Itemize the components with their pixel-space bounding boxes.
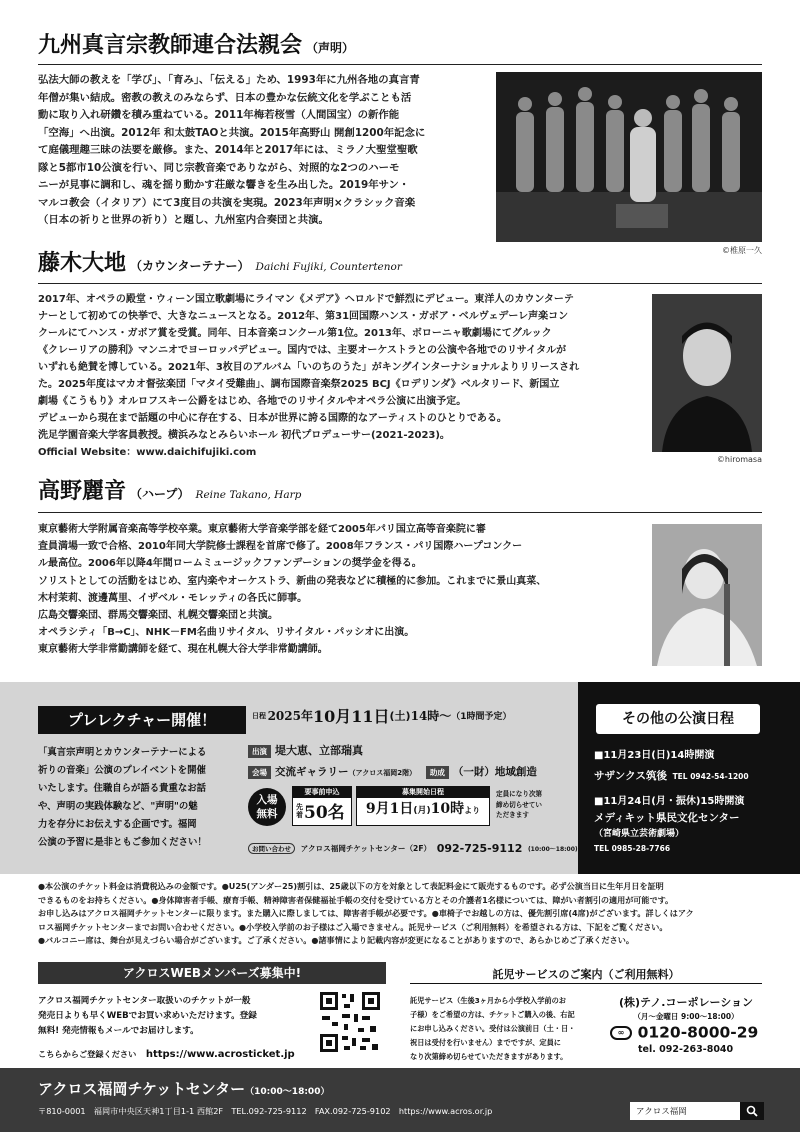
prelecture-date-line <box>252 704 572 734</box>
free-dial-number: 0120-8000-29 <box>637 1023 759 1042</box>
prelecture-cast-row <box>248 742 574 758</box>
inquiry-tag: お問い合わせ <box>248 843 295 854</box>
inquiry-row <box>248 838 578 857</box>
support-name: （一財）地域創造 <box>452 766 537 778</box>
members-body: アクロス福岡チケットセンター取扱いのチケットが一般 発売日よりも早くWEBでお買い求めいただけます。登録 無料! 発売情報もメールでお届けします。 <box>38 996 257 1036</box>
footer-center-name: アクロス福岡チケットセンター <box>38 1080 246 1098</box>
support-tag: 助成 <box>426 766 449 779</box>
event1-venue: サザンクス筑後 <box>594 770 667 782</box>
childcare-tel: tel. 092-263-8040 <box>638 1044 734 1055</box>
childcare-free-dial-row <box>610 1022 762 1042</box>
shingon-heading <box>38 30 354 60</box>
members-link-url[interactable]: https://www.acrosticket.jp <box>145 1049 295 1060</box>
other-performances-panel <box>578 682 800 874</box>
takano-role: （ハープ） <box>130 487 190 501</box>
fujiki-heading <box>38 248 402 278</box>
footer-address: 〒810-0001 福岡市中央区天神1丁目1-1 西館2F TEL.092-725-9112 FAX.092-725-9102 https://www.acros.or.jp <box>38 1106 493 1116</box>
reserve-box: 要事前申込 先 着50名 <box>292 786 352 826</box>
start-date: 9月1日 <box>365 801 414 817</box>
ticket-notes: ●本公演のチケット料金は消費税込みの金額です。●U25(アンダー25)割引は、25歳以下の方を対象として表記料金にて販売するものです。必ず公演当日に生年月日を証明 できるものをお持ちください。●身体障害者手帳、療育手帳、精神障害者保健福祉手帳の交付を受けている方とその介護者1名様については、障がい者割引の適用が可能です。 お申し込みはアクロス福岡チケットセンターに限ります。また購入に際しましては、障害者手帳が必要です。●車椅子でお越しの方は、優先割引席(4席)がございます。詳しくはアク ロス福岡チケットセンターまでお問い合わせください。●小学校入学前のお子様はご入場できません。託児サービス（ご利用無料）を希望される方は、下記をご覧ください。 ●バルコニー席は、舞台が見えづらい場合がございます。ご了承ください。●諸事情により記載内容が変更になることがありますので、あらかじめご了承ください。 <box>38 881 694 945</box>
free-dial-icon: ∞ <box>610 1026 632 1040</box>
other-title: その他の公演日程 <box>596 704 760 734</box>
takano-bio: 東京藝術大学附属音楽高等学校卒業。東京藝術大学音楽学部を経て2005年パリ国立高等音楽院に審 査員満場一致で合格、2010年同大学院修士課程を首席で修了。2008年フランス・パリ国際ハープコンクー ル最高位。2006年以降4年間ロームミュージックファンデーションの奨学金を得る。 ソリストとしての活動をはじめ、室内楽やオーケストラ、新曲の発表などに積極的に参加。これまでに景山真菜、 木村茉莉、渡邊萬里、イザベル・モレッティの各氏に師事。 広島交響楽団、群馬交響楽団、札幌交響楽団と共演。 オペラシティ「B→C」、NHK－FM名曲リサイタル、リサイタル・パッシオに出演。 東京藝術大学非常勤講師を経て、現在札幌大谷大学非常勤講師。 <box>38 524 547 656</box>
divider <box>38 283 762 284</box>
takano-name: 高野麗音 <box>38 478 127 504</box>
footer-center-hours: （10:00〜18:00） <box>245 1087 330 1097</box>
capacity-note: 定員になり次第 締め切らせてい ただきます <box>496 790 543 819</box>
inquiry-name: アクロス福岡チケットセンター（2F） <box>300 844 432 853</box>
venue-name: 交流ギャラリー <box>275 766 349 778</box>
search-input[interactable]: アクロス福岡 <box>636 1107 687 1117</box>
event2-sub: （宮崎県立芸術劇場） <box>594 829 685 839</box>
divider <box>38 512 762 513</box>
inquiry-hours: (10:00〜18:00) <box>527 846 578 853</box>
event2-date: ■11月24日(月・振休)15時開演 <box>594 796 745 807</box>
prelecture-title: プレレクチャー開催！ <box>38 706 246 734</box>
qr-code[interactable] <box>318 990 382 1054</box>
cast-tag: 出演 <box>248 745 271 758</box>
takano-name-en: Reine Takano, Harp <box>195 489 302 501</box>
duration: （1時間予定） <box>451 712 512 722</box>
footer-bar <box>0 1068 800 1132</box>
prelecture-description: 「真言宗声明とカウンターテナーによる 祈りの音楽」公演のプレイベントを開催 いたします。住職自らが語る貴重なお話 や、声明の実践体験など、"声明"の魅 力を存分にお伝えする企画です。福岡 公演の予習に是非ともご参加ください！ <box>38 747 207 848</box>
application-start-box: 募集開始日程 9月1日(月)10時より <box>356 786 490 826</box>
shingon-bio: 弘法大師の教えを「学び」、「育み」、「伝える」ため、1993年に九州各地の真言青 年僧が集い結成。密教の教えのみならず、日本の豊かな伝統文化を学ぶことも活 動に取り入れ研鑽を積み重ねている。2011年梅若桜雪（人間国宝）の新作能 「空海」へ出演。2012年 和太鼓TAOと共演。2015年高野山 開創1200年記念に て庭儀理趣三昧の法要を厳修。また、2014年と2017年には、ミラノ大聖堂聖歌 隊と5都市10公演を行い、同じ宗教音楽でありながら、対照的な2つのハーモ ニーが見事に調和し、魂を揺り動かす荘厳な響きを生み出した。2019年サン・ マルコ教会（イタリア）にて3度目の共演を実現。2023年声明×クラシック音楽 （日本の祈りと世界の祈り）と題し、九州室内合奏団と共演。 <box>38 74 426 226</box>
event1-venue-row <box>594 764 794 783</box>
inquiry-tel: 092-725-9112 <box>436 842 523 855</box>
footer-center-row <box>38 1078 329 1099</box>
fujiki-name-en: Daichi Fujiki, Countertenor <box>255 261 402 273</box>
event1-tel: TEL 0942-54-1200 <box>672 772 749 781</box>
childcare-title: 託児サービスのご案内（ご利用無料） <box>410 966 762 984</box>
fujiki-role: （カウンターテナー） <box>130 259 250 273</box>
divider <box>38 64 762 65</box>
childcare-company: (株)テノ.コーポレーション <box>618 996 754 1009</box>
shingon-role: （声明） <box>306 41 355 55</box>
shingon-name: 九州真言宗教師連合法親会 <box>38 32 303 58</box>
start-tag: 募集開始日程 <box>357 787 489 798</box>
date-dow: (土) <box>389 709 411 723</box>
event2-venue: メディキット県民文化センター <box>594 812 740 824</box>
fujiki-portrait <box>652 294 762 452</box>
takano-portrait <box>652 524 762 666</box>
monks-photo <box>496 72 762 242</box>
search-icon[interactable] <box>740 1102 764 1120</box>
cast-names: 堤大恵、立部瑞真 <box>275 744 363 757</box>
reserve-count: 50名 <box>304 803 345 823</box>
venue-note: （アクロス福岡2階） <box>348 769 417 777</box>
fujiki-bio: 2017年、オペラの殿堂・ウィーン国立歌劇場にライマン《メデア》ヘロルドで鮮烈にデビュー。東洋人のカウンターテ ナーとして初めての快挙で、大きなニュースとなる。2012年、第31回国際ハンス・ガボア・ベルヴェデーレ声楽コン クールにてハンス・ガボア賞を受賞。同年、日本音楽コンクール第1位。2013年、ボローニャ歌劇場にてグルック 《クレーリアの勝利》マンニオでヨーロッパデビュー。国内では、主要オーケストラとの公演や各地でのリサイタルが いずれも絶賛を博している。2021年、3枚目のアルバム「いのちのうた」がキングインターナショナルよりリリースされ た。2025年度はマカオ督弦楽団「マタイ受難曲」、調布国際音楽祭2025 BCJ《ロデリンダ》ベルタリード、新国立 劇場《こうもり》オルロフスキー公爵をはじめ、各地でのリサイタルやオペラ公演に出演予定。 デビューから現在まで話題の中心に存在する、日本が世界に誇る国際的なアーティストのひとりである。 洗足学園音楽大学客員教授。横浜みなとみらいホール 初代プロデューサー(2021-2023)。 Official Website：www.daichifujiki.com <box>38 291 640 461</box>
takano-heading <box>38 476 301 506</box>
childcare-body: 託児サービス（生後3ヶ月から小学校入学前のお 子様）をご希望の方は、チケットご購入の後、右記 にお申し込みください。受付は公演前日（土・日・ 祝日は受付を行いません）までですが、定員に なり次第締め切らせていただきますがあります。 <box>410 996 576 1061</box>
members-title: アクロスWEBメンバーズ募集中! <box>38 962 386 984</box>
members-link-label: こちらからご登録ください <box>38 1049 137 1059</box>
fujiki-photo-credit: ©hiromasa <box>716 455 762 464</box>
admission-free-badge: 入場 無料 <box>248 788 286 826</box>
reserve-tag: 要事前申込 <box>293 787 351 798</box>
fujiki-website: Official Website：www.daichifujiki.com <box>38 447 257 458</box>
event1-date: ■11月23日(日)14時開演 <box>594 750 715 761</box>
search-box[interactable] <box>630 1102 764 1120</box>
start-time: 14時〜 <box>410 709 452 723</box>
members-link-row <box>38 1042 328 1061</box>
event2-tel: TEL 0985-28-7766 <box>594 844 671 853</box>
venue-tag: 会場 <box>248 766 271 779</box>
prelecture-venue-row <box>248 764 574 779</box>
date-tag: 日程 <box>252 711 266 720</box>
fujiki-name: 藤木大地 <box>38 250 127 276</box>
shingon-photo-credit: ©椎原一久 <box>722 246 762 255</box>
date-main: 10月11日 <box>312 707 390 726</box>
childcare-hours: （月〜金曜日 9:00〜18:00） <box>633 1012 739 1021</box>
date-year: 2025年 <box>267 709 313 723</box>
